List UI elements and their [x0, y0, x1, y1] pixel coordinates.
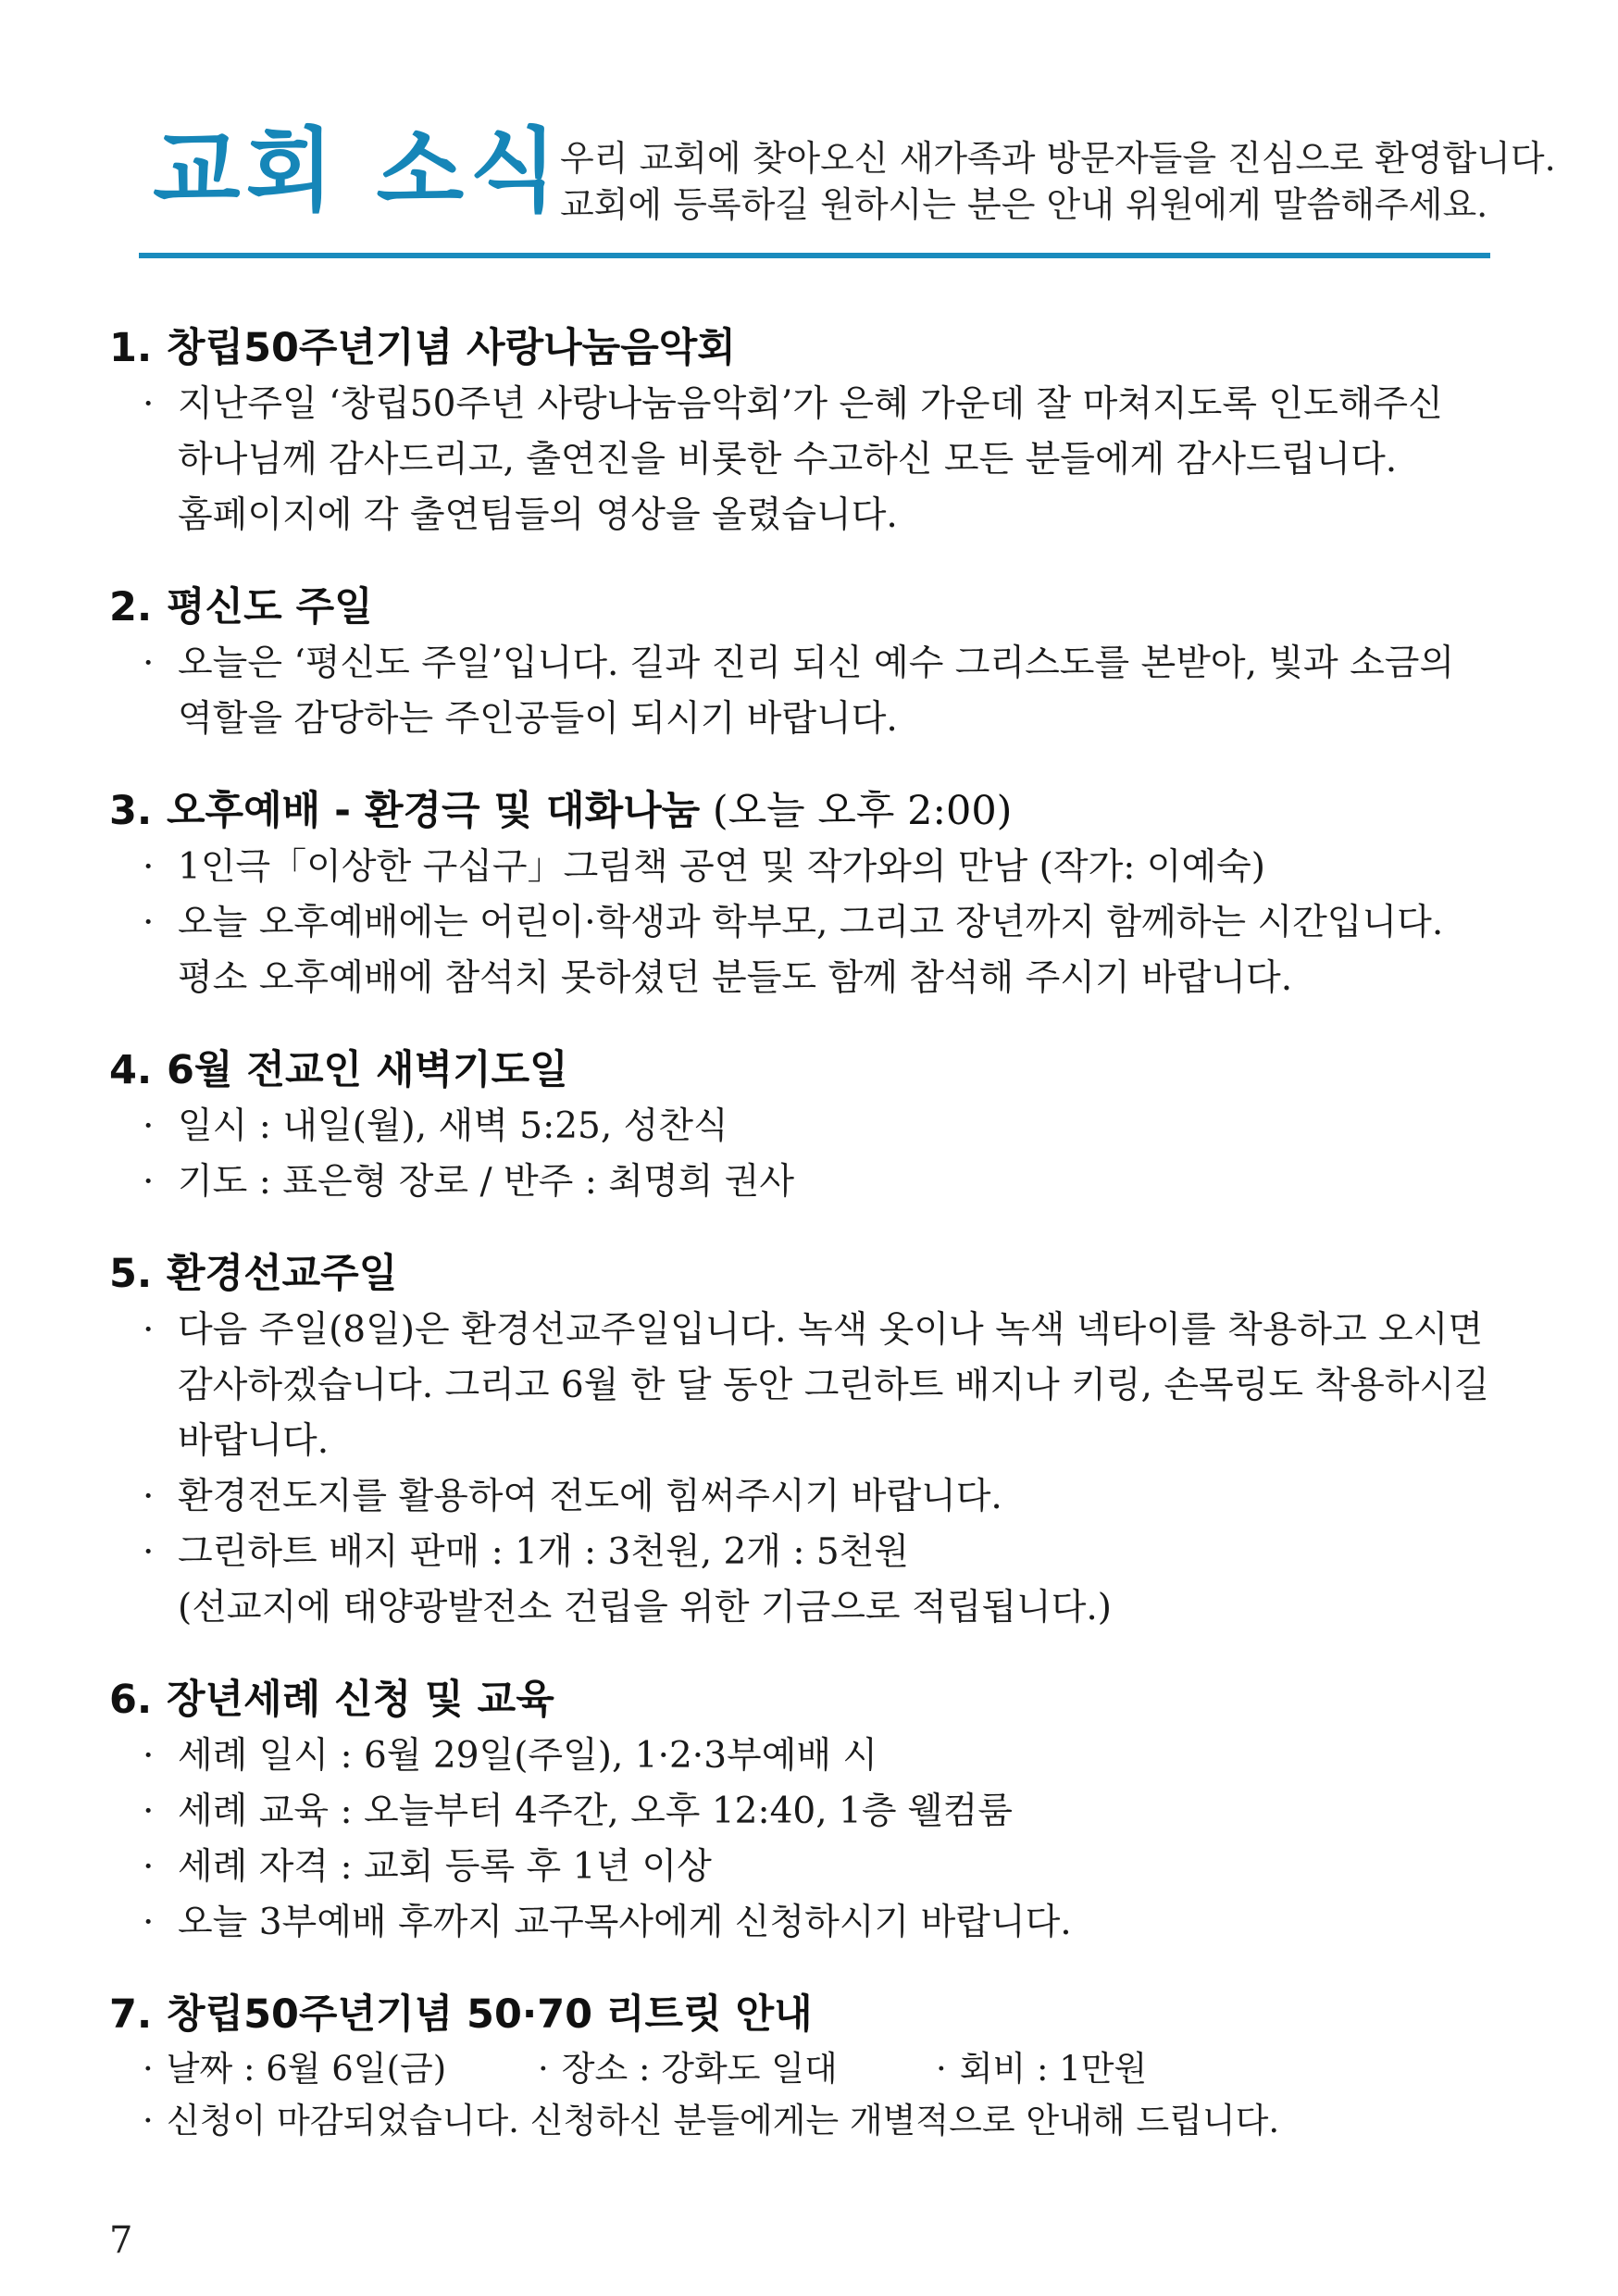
news-item-laity-sunday	[109, 579, 1525, 747]
bullet-text: 신청이 마감되었습니다. 신청하신 분들에게는 개별적으로 안내해 드립니다.	[167, 2101, 1280, 2140]
news-list	[109, 319, 1525, 2182]
bullet-continuation: (선교지에 태양광발전소 건립을 위한 기금으로 적립됩니다.)	[178, 1587, 1112, 1628]
bullet-dot: ·	[143, 1161, 155, 1203]
section-title-text: 환경선교주일	[167, 1251, 398, 1297]
bullet-text: 1인극「이상한 구십구」그림책 공연 및 작가와의 만남 (작가: 이예숙)	[178, 846, 1266, 888]
header-divider	[139, 253, 1490, 258]
section-title	[109, 579, 1525, 636]
section-title-text: 평신도 주일	[167, 584, 373, 630]
bullet-item	[109, 895, 1525, 951]
retreat-place	[538, 2043, 838, 2095]
page-number: 7	[109, 2219, 133, 2262]
bullet-item	[109, 1840, 1525, 1895]
bullet-dot: ·	[143, 2101, 154, 2140]
news-item-dawn-prayer	[109, 1042, 1525, 1210]
retreat-date	[143, 2043, 446, 2095]
section-number: 5.	[109, 1251, 153, 1297]
bullet-item	[109, 1728, 1525, 1784]
bullet-continuation: 역할을 감당하는 주인공들이 되시기 바랍니다.	[178, 698, 898, 740]
bullet-continuation: 감사하겠습니다. 그리고 6월 한 달 동안 그린하트 배지나 키링, 손목링도 착용하시길	[178, 1365, 1489, 1406]
bullet-text: 오늘은 ‘평신도 주일’입니다. 길과 진리 되신 예수 그리스도를 본받아, 빛과 소금의	[178, 643, 1455, 684]
bullet-text: 지난주일 ‘창립50주년 사랑나눔음악회’가 은혜 가운데 잘 마쳐지도록 인도해주신	[178, 383, 1443, 425]
bullet-dot: ·	[143, 846, 155, 888]
bullet-text: 일시 : 내일(월), 새벽 5:25, 성찬식	[178, 1105, 728, 1147]
section-title	[109, 1671, 1525, 1728]
bullet-dot: ·	[143, 1846, 155, 1888]
section-number: 3.	[109, 788, 153, 834]
bullet-text: 기도 : 표은형 장로 / 반주 : 최명희 권사	[178, 1161, 795, 1203]
news-item-afternoon-service	[109, 782, 1525, 1006]
section-title-text: 오후예배 - 환경극 및 대화나눔	[167, 788, 701, 834]
section-title	[109, 1245, 1525, 1303]
section-number: 4.	[109, 1047, 153, 1093]
welcome-message	[560, 135, 1556, 228]
section-title	[109, 1042, 1525, 1099]
bullet-dot: ·	[143, 1531, 155, 1573]
bullet-dot: ·	[143, 1791, 155, 1832]
retreat-details-row	[109, 2043, 1525, 2095]
bullet-dot: ·	[936, 2049, 947, 2089]
section-title	[109, 782, 1525, 840]
bullet-item	[109, 1525, 1525, 1580]
bullet-text: 회비 : 1만원	[959, 2049, 1148, 2089]
section-number: 1.	[109, 325, 153, 371]
section-title	[109, 1986, 1525, 2043]
bullet-dot: ·	[143, 1476, 155, 1517]
section-number: 2.	[109, 584, 153, 630]
bullet-text: 오늘 오후예배에는 어린이·학생과 학부모, 그리고 장년까지 함께하는 시간입니다.	[178, 902, 1444, 943]
bullet-item	[109, 1469, 1525, 1525]
section-title-time: (오늘 오후 2:00)	[700, 788, 1013, 834]
bullet-text: 다음 주일(8일)은 환경선교주일입니다. 녹색 옷이나 녹색 넥타이를 착용하고 오시면	[178, 1309, 1484, 1351]
bullet-dot: ·	[143, 902, 155, 943]
bullet-item	[109, 636, 1525, 692]
bullet-dot: ·	[143, 2049, 154, 2089]
bullet-item	[109, 1154, 1525, 1210]
bullet-text: 그린하트 배지 판매 : 1개 : 3천원, 2개 : 5천원	[178, 1531, 910, 1573]
bullet-dot: ·	[143, 1309, 155, 1351]
welcome-line: 우리 교회에 찾아오신 새가족과 방문자들을 진심으로 환영합니다.	[560, 138, 1556, 179]
bullet-dot: ·	[143, 1735, 155, 1777]
section-title-text: 6월 전교인 새벽기도일	[167, 1047, 568, 1093]
section-number: 6.	[109, 1677, 153, 1723]
bullet-continuation: 평소 오후예배에 참석치 못하셨던 분들도 함께 참석해 주시기 바랍니다.	[178, 957, 1293, 999]
bullet-text: 세례 교육 : 오늘부터 4주간, 오후 12:40, 1층 웰컴룸	[178, 1791, 1013, 1832]
bullet-item	[109, 2095, 1525, 2147]
bullet-dot: ·	[143, 1902, 155, 1943]
section-title-text: 장년세례 신청 및 교육	[167, 1677, 554, 1723]
bullet-item	[109, 1784, 1525, 1840]
bullet-item	[109, 377, 1525, 432]
bullet-continuation: 바랍니다.	[178, 1420, 330, 1462]
bullet-text: 오늘 3부예배 후까지 교구목사에게 신청하시기 바랍니다.	[178, 1902, 1072, 1943]
bullet-dot: ·	[538, 2049, 549, 2089]
bullet-dot: ·	[143, 1105, 155, 1147]
news-item-retreat	[109, 1986, 1525, 2147]
bullet-dot: ·	[143, 383, 155, 425]
news-item-anniversary-concert	[109, 319, 1525, 543]
news-item-adult-baptism	[109, 1671, 1525, 1951]
bullet-text: 장소 : 강화도 일대	[561, 2049, 838, 2089]
news-item-environment-mission	[109, 1245, 1525, 1636]
page-header	[139, 119, 1556, 259]
bullet-item	[109, 1895, 1525, 1951]
bullet-item	[109, 1099, 1525, 1154]
section-title-text: 창립50주년기념 50·70 리트릿 안내	[167, 1991, 813, 2038]
bullet-continuation: 하나님께 감사드리고, 출연진을 비롯한 수고하신 모든 분들에게 감사드립니다.	[178, 439, 1398, 480]
section-number: 7.	[109, 1991, 153, 2038]
bullet-item	[109, 1303, 1525, 1358]
page-title: 교회 소식	[153, 119, 563, 224]
bullet-continuation: 홈페이지에 각 출연팀들의 영상을 올렸습니다.	[178, 494, 898, 536]
bullet-item	[109, 840, 1525, 895]
bullet-text: 날짜 : 6월 6일(금)	[166, 2049, 447, 2089]
retreat-fee	[936, 2043, 1147, 2095]
welcome-line: 교회에 등록하길 원하시는 분은 안내 위원에게 말씀해주세요.	[560, 184, 1488, 225]
bullet-text: 환경전도지를 활용하여 전도에 힘써주시기 바랍니다.	[178, 1476, 1002, 1517]
bullet-text: 세례 일시 : 6월 29일(주일), 1·2·3부예배 시	[178, 1735, 878, 1777]
bullet-text: 세례 자격 : 교회 등록 후 1년 이상	[178, 1846, 712, 1888]
bullet-dot: ·	[143, 643, 155, 684]
section-title	[109, 319, 1525, 377]
section-title-text: 창립50주년기념 사랑나눔음악회	[167, 325, 736, 371]
